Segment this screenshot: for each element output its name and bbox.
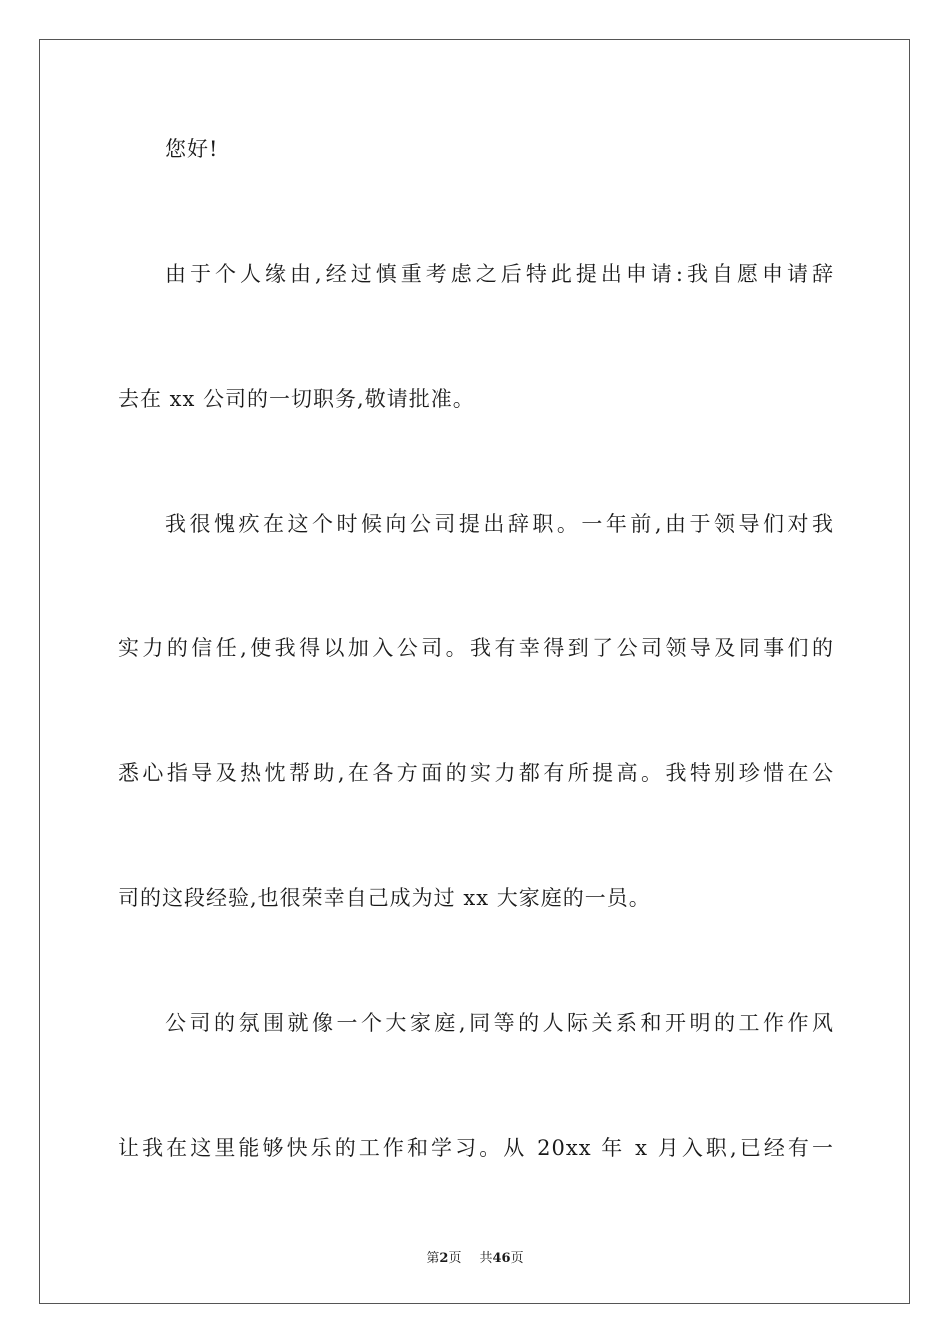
page-border — [39, 39, 910, 1304]
greeting-line: 您好! — [165, 137, 219, 161]
footer-total-suffix: 页 — [510, 1251, 524, 1266]
footer-page-prefix: 第 — [426, 1251, 440, 1266]
page-footer — [0, 1247, 950, 1266]
paragraph-line: 悉心指导及热忱帮助,在各方面的实力都有所提高。我特别珍惜在公 — [118, 761, 834, 785]
footer-total-pages: 46 — [492, 1251, 511, 1266]
footer-page-number: 2 — [439, 1251, 449, 1266]
paragraph-line: 去在 xx 公司的一切职务,敬请批准。 — [118, 387, 475, 411]
paragraph-line: 公司的氛围就像一个大家庭,同等的人际关系和开明的工作作风 — [165, 1011, 834, 1035]
paragraph-line: 司的这段经验,也很荣幸自己成为过 xx 大家庭的一员。 — [118, 886, 651, 910]
paragraph-line: 由于个人缘由,经过慎重考虑之后特此提出申请:我自愿申请辞 — [165, 262, 834, 286]
footer-total-prefix: 共 — [479, 1251, 493, 1266]
footer-page-suffix: 页 — [448, 1251, 462, 1266]
paragraph-line: 我很愧疚在这个时候向公司提出辞职。一年前,由于领导们对我 — [165, 512, 834, 536]
paragraph-line: 让我在这里能够快乐的工作和学习。从 20xx 年 x 月入职,已经有一 — [118, 1136, 834, 1160]
paragraph-line: 实力的信任,使我得以加入公司。我有幸得到了公司领导及同事们的 — [118, 636, 834, 660]
